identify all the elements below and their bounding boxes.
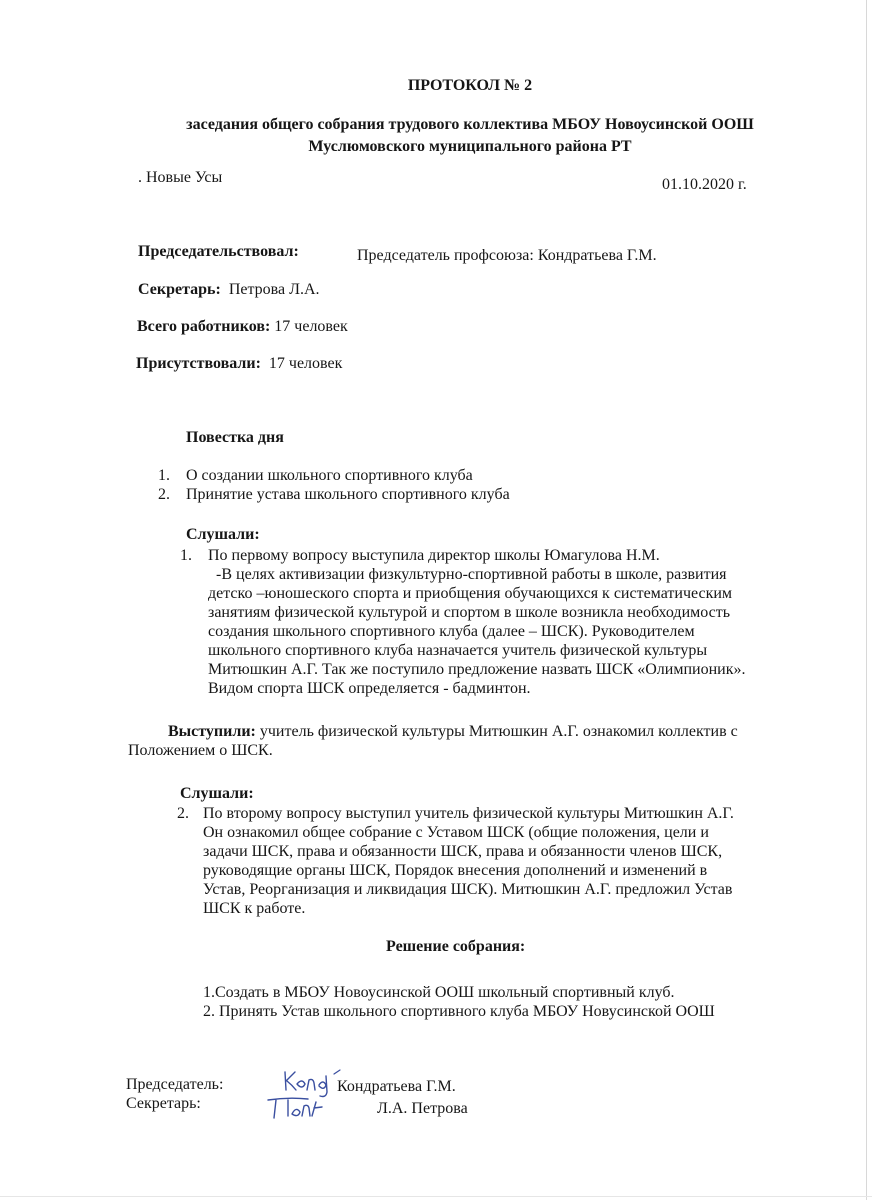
signature-chair-name: Кондратьева Г.М. bbox=[337, 1078, 456, 1095]
secretary-label: Секретарь: bbox=[138, 281, 221, 298]
heard-2-line: ШСК к работе. bbox=[203, 900, 306, 917]
agenda-item-number: 1. bbox=[158, 467, 170, 484]
heard-2-line: Устав, Реорганизация и ликвидация ШСК). Митюшкин А.Г. предложил Устав bbox=[203, 881, 733, 898]
meeting-place: . Новые Усы bbox=[138, 169, 223, 186]
heard-1-line: создания школьного спортивного клуба (далее – ШСК). Руководителем bbox=[208, 623, 695, 640]
agenda-item-text: Принятие устава школьного спортивного клуба bbox=[186, 486, 510, 503]
heard-2-line: руководящие органы ШСК, Порядок внесения дополнений и изменений в bbox=[203, 862, 708, 879]
heard-2-text bbox=[203, 804, 734, 918]
spoke-text: учитель физической культуры Митюшкин А.Г. ознакомил коллектив с bbox=[259, 723, 738, 740]
secretary-row bbox=[138, 280, 320, 299]
secretary-signature bbox=[266, 1094, 328, 1124]
meeting-subtitle bbox=[0, 114, 872, 158]
heard-2-line: Он ознакомил общее собрание с Уставом ШСК (общие положения, цели и bbox=[203, 824, 709, 841]
decision-item-1: 1.Создать в МБОУ Новоусинской ООШ школьный спортивный клуб. bbox=[203, 984, 675, 1001]
spoke-line-1 bbox=[168, 722, 738, 741]
heard-2-line: задачи ШСК, права и обязанности ШСК, права и обязанности членов ШСК, bbox=[203, 843, 723, 860]
scan-edge-bottom bbox=[0, 1196, 872, 1197]
heard-1-line: школьного спортивного клуба назначается учитель физической культуры bbox=[208, 642, 708, 659]
decision-heading: Решение собрания: bbox=[386, 938, 526, 955]
agenda-item bbox=[158, 466, 510, 485]
present-value: 17 человек bbox=[268, 355, 343, 372]
signature-secretary-label: Секретарь: bbox=[126, 1095, 201, 1112]
agenda-item-number: 2. bbox=[158, 486, 170, 503]
total-workers-row bbox=[137, 317, 348, 336]
signature-chair-label: Председатель: bbox=[126, 1076, 224, 1093]
protocol-title: ПРОТОКОЛ № 2 bbox=[407, 77, 533, 94]
subtitle-line-1: заседания общего собрания трудового коллектива МБОУ Новоусинской ООШ bbox=[186, 116, 754, 133]
heard-1-line: Видом спорта ШСК определяется - бадминтон. bbox=[208, 680, 531, 697]
agenda-list bbox=[158, 466, 510, 504]
total-workers-label: Всего работников: bbox=[137, 318, 271, 335]
secretary-value: Петрова Л.А. bbox=[228, 281, 320, 298]
subtitle-line-2: Муслюмовского муниципального района РТ bbox=[308, 138, 632, 155]
heard-1-line: детско –юношеского спорта и приобщения обучающихся к систематическим bbox=[208, 585, 733, 602]
heard-1-line: -В целях активизации физкультурно-спортивной работы в школе, развития bbox=[216, 566, 727, 583]
spoke-label: Выступили: bbox=[168, 723, 256, 740]
chair-label: Председательствовал: bbox=[138, 243, 299, 260]
spoke-line-2: Положением о ШСК. bbox=[128, 742, 273, 759]
heard-1-line: Митюшкин А.Г. Так же поступило предложение назвать ШСК «Олимпионик». bbox=[208, 661, 746, 678]
agenda-item-text: О создании школьного спортивного клуба bbox=[186, 467, 473, 484]
agenda-item bbox=[158, 485, 510, 504]
signature-secretary-name: Л.А. Петрова bbox=[377, 1100, 468, 1117]
heard-2-number: 2. bbox=[177, 805, 189, 822]
chair-value: Председатель профсоюза: Кондратьева Г.М. bbox=[357, 247, 657, 264]
heard-2-line: По второму вопросу выступил учитель физической культуры Митюшкин А.Г. bbox=[203, 805, 734, 822]
meeting-date: 01.10.2020 г. bbox=[662, 176, 747, 193]
heard-1-line: По первому вопросу выступила директор школы Юмагулова Н.М. bbox=[208, 547, 660, 564]
heard-1-heading: Слушали: bbox=[186, 526, 260, 543]
scan-edge-right bbox=[866, 0, 867, 1200]
heard-2-heading: Слушали: bbox=[180, 785, 254, 802]
present-label: Присутствовали: bbox=[136, 355, 261, 372]
decision-item-2: 2. Принять Устав школьного спортивного клуба МБОУ Новусинской ООШ bbox=[203, 1003, 715, 1020]
heard-1-line: занятиям физической культурой и спортом в школе возникла необходимость bbox=[208, 604, 731, 621]
heard-1-number: 1. bbox=[180, 547, 192, 564]
total-workers-value: 17 человек bbox=[274, 318, 348, 335]
heard-1-text bbox=[208, 546, 746, 698]
present-row bbox=[136, 354, 342, 373]
agenda-heading: Повестка дня bbox=[186, 429, 284, 446]
